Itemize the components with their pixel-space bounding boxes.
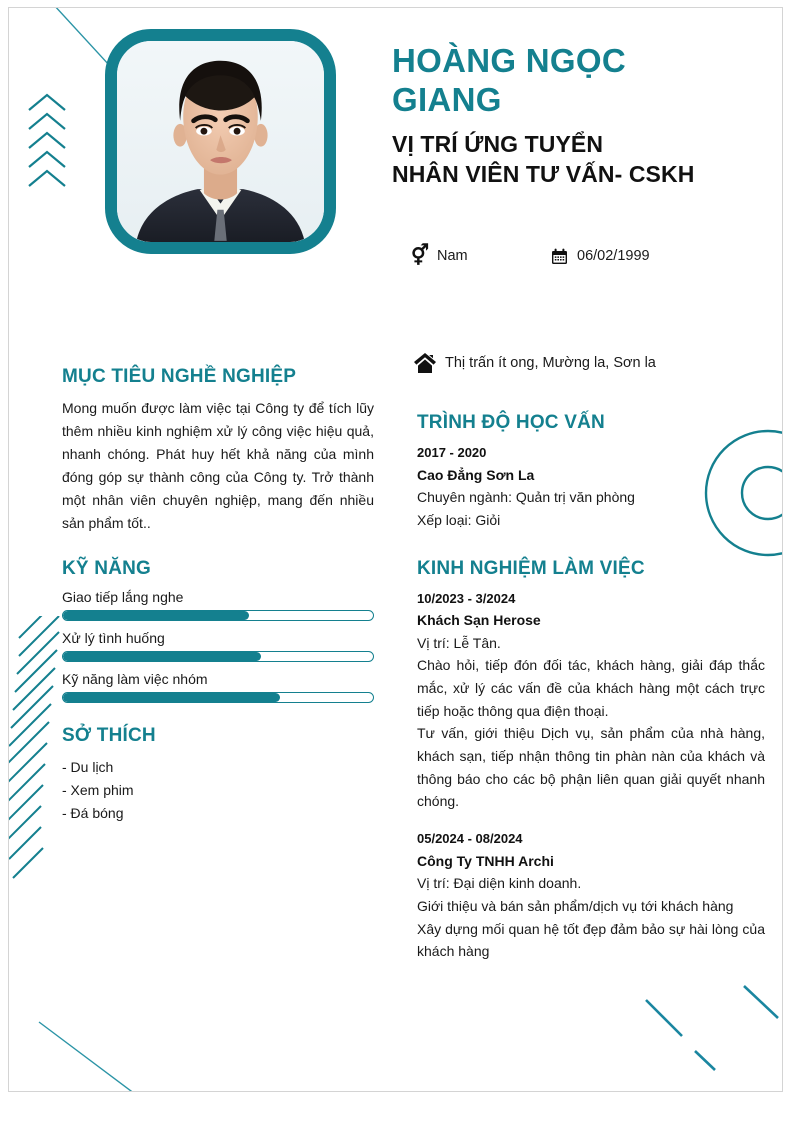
- skills-title: KỸ NĂNG: [62, 557, 152, 579]
- home-icon: [413, 352, 445, 374]
- education-entry: [417, 443, 765, 532]
- avatar: [117, 41, 324, 242]
- hobby-item: - Đá bóng: [62, 804, 124, 821]
- education-section: [417, 412, 765, 532]
- address-field: [413, 352, 656, 374]
- left-column: [62, 366, 374, 825]
- candidate-name-line1: HOÀNG NGỌC: [392, 42, 626, 79]
- calendar-icon: [551, 248, 577, 265]
- objective-section: [62, 366, 374, 536]
- education-date: 2017 - 2020: [417, 445, 487, 460]
- hobby-item: - Du lịch: [62, 758, 114, 775]
- chevron-stack-decor: [23, 92, 77, 190]
- gender-field: [411, 246, 551, 266]
- gender-icon: ⚥: [411, 245, 430, 267]
- skill-progress-bar: [62, 651, 374, 662]
- skill-progress-fill: [63, 652, 261, 661]
- role-title: NHÂN VIÊN TƯ VẤN- CSKH: [392, 161, 695, 188]
- personal-meta-row: [411, 246, 650, 266]
- birthdate-field: [551, 248, 650, 265]
- portrait-photo-frame: [105, 29, 336, 254]
- experience-position: Vị trí: Đại diện kinh doanh.: [417, 875, 582, 892]
- experience-company: Công Ty TNHH Archi: [417, 852, 554, 869]
- skill-progress-bar: [62, 692, 374, 703]
- skill-label: Kỹ năng làm việc nhóm: [62, 670, 208, 687]
- role-label: VỊ TRÍ ỨNG TUYỂN: [392, 130, 604, 157]
- diagonal-line-bottom-left-decor: [37, 1020, 147, 1092]
- experience-description: Chào hỏi, tiếp đón đối tác, khách hàng, giải đáp thắc mắc, xử lý các vấn đề của khách hàng một cách trực tiếp hoặc thông qua điện thoại.: [417, 657, 765, 719]
- objective-text: Mong muốn được làm việc tại Công ty để tích lũy thêm nhiều kinh nghiệm xử lý công việc hiệu quả, nhanh chóng. Phát huy hết khả năng của mình đóng góp sự thành công của Công ty. Trở thành một nhân viên chuyên nghiệp, mang đến nhiều sản phẩm tốt..: [62, 400, 374, 532]
- education-major: Chuyên ngành: Quản trị văn phòng: [417, 489, 635, 506]
- experience-title: KINH NGHIỆM LÀM VIỆC: [417, 557, 645, 579]
- experience-description: Tư vấn, giới thiệu Dịch vụ, sản phẩm của nhà hàng, khách sạn, tiếp nhận thông tin phàn nàn của khách và thông báo cho các bộ phận liên quan giải quyết nhanh chóng.: [417, 725, 765, 810]
- experience-section: [417, 558, 765, 963]
- diagonal-lines-bottom-right-decor: [602, 946, 782, 1091]
- address-value: Thị trấn ít ong, Mường la, Sơn la: [445, 355, 656, 371]
- experience-date: 05/2024 - 08/2024: [417, 831, 523, 847]
- experience-entry: [417, 589, 765, 814]
- education-grade: Xếp loại: Giỏi: [417, 511, 501, 528]
- experience-company: Khách Sạn Herose: [417, 612, 541, 629]
- skill-progress-fill: [63, 611, 249, 620]
- objective-title: MỤC TIÊU NGHỀ NGHIỆP: [62, 366, 297, 387]
- skill-item: [62, 630, 374, 662]
- skill-label: Giao tiếp lắng nghe: [62, 588, 184, 605]
- skill-item: [62, 589, 374, 621]
- experience-description: Giới thiệu và bán sản phẩm/dịch vụ tới khách hàng: [417, 897, 734, 914]
- skill-item: [62, 671, 374, 703]
- experience-entry: [417, 829, 765, 963]
- experience-position: Vị trí: Lễ Tân.: [417, 634, 501, 651]
- birthdate-value: 06/02/1999: [577, 248, 650, 264]
- experience-date: 10/2023 - 3/2024: [417, 590, 516, 606]
- right-column: [417, 412, 765, 963]
- hobbies-section: [62, 725, 374, 825]
- skill-progress-fill: [63, 693, 280, 702]
- skill-label: Xử lý tình huống: [62, 629, 165, 646]
- skills-section: [62, 558, 374, 703]
- cv-sheet: [8, 7, 783, 1092]
- gender-value: Nam: [437, 248, 468, 264]
- portrait-photo: [117, 41, 324, 242]
- education-title: TRÌNH ĐỘ HỌC VẤN: [417, 412, 605, 433]
- hobbies-title: SỞ THÍCH: [62, 724, 156, 746]
- education-school: Cao Đẳng Sơn La: [417, 466, 535, 483]
- header-block: [392, 42, 783, 190]
- experience-description: Xây dựng mối quan hệ tốt đẹp đảm bảo sự hài lòng của khách hàng: [417, 920, 765, 960]
- candidate-name-line2: GIANG: [392, 80, 502, 118]
- hobby-item: - Xem phim: [62, 781, 134, 798]
- skill-progress-bar: [62, 610, 374, 621]
